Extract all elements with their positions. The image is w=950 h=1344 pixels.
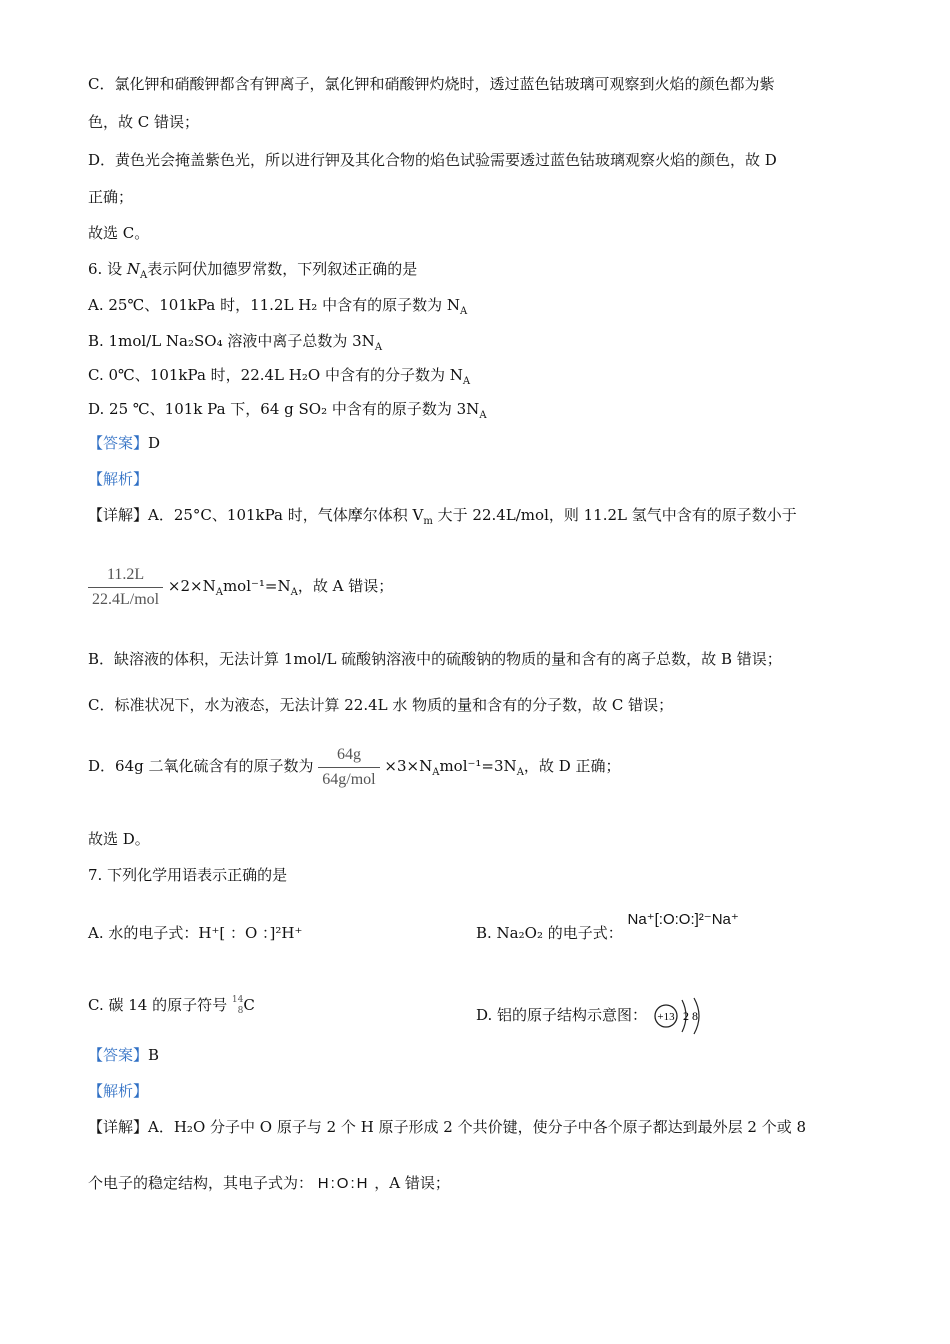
question-6-conclusion: 故选 D。 (88, 830, 150, 848)
sub-a: A (516, 767, 524, 778)
question-6-detail-d (88, 740, 621, 799)
vm-sub: m (423, 516, 433, 527)
question-7-answer (88, 1044, 159, 1066)
stem-part: 表示阿伏加德罗常数，下列叙述正确的是 (147, 260, 418, 278)
answer-value: B (148, 1046, 160, 1064)
question-6-option-a (88, 294, 467, 323)
detail-text: 大于 22.4L/mol，则 11.2L 氢气中含有的原子数小于 (432, 506, 797, 524)
fraction (88, 563, 163, 612)
question-7-option-c (88, 994, 255, 1017)
option-text: D. 铝的原子结构示意图： (476, 1006, 648, 1024)
text-line: 正确； (88, 188, 134, 206)
fraction-tail: ×2×N (167, 577, 216, 595)
text-line: 故选 C。 (88, 224, 150, 242)
aluminum-atom-diagram (652, 994, 714, 1038)
nucleus-label: +13 (657, 1011, 675, 1023)
text-line: C．氯化钾和硝酸钾都含有钾离子，氯化钾和硝酸钾灼烧时，透过蓝色钴玻璃可观察到火焰的颜色都为紫 (88, 75, 775, 93)
question-6-detail-b: B．缺溶液的体积，无法计算 1mol/L 硫酸钠溶液中的硫酸钠的物质的量和含有的离子总数，故 B 错误； (88, 650, 782, 668)
nuclide-numbers (232, 995, 243, 1017)
text-line: D．黄色光会掩盖紫色光，所以进行钾及其化合物的焰色试验需要透过蓝色钴玻璃观察火焰的颜色，故 D (88, 151, 777, 169)
sub-a: A (462, 376, 471, 387)
fraction-denominator: 64g/mol (322, 770, 376, 788)
question-7-detail-a2 (88, 1172, 450, 1195)
mass-number: 14 (231, 995, 244, 1005)
answer-label: 【答案】 (88, 1046, 149, 1064)
answer-value: D (148, 434, 161, 452)
question-7-stem: 7. 下列化学用语表示正确的是 (88, 866, 288, 884)
question-6-stem (88, 258, 417, 287)
text-line: 色，故 C 错误； (88, 113, 200, 131)
sub-a: A (459, 306, 468, 317)
detail-text: A．H₂O 分子中 O 原子与 2 个 H 原子形成 2 个共价键，使分子中各个原子都达到最外层 2 个或 8 (148, 1118, 807, 1136)
question-6-fraction-1 (88, 560, 393, 619)
detail-text: A．25°C、101kPa 时，气体摩尔体积 V (148, 506, 424, 524)
option-text: B. Na₂O₂ 的电子式： (476, 924, 623, 942)
option-text: A. 25℃、101kPa 时，11.2L H₂ 中含有的原子数为 N (88, 296, 460, 314)
sub-a: A (290, 587, 298, 598)
na-symbol: N (126, 260, 140, 278)
question-7-option-d (476, 994, 714, 1038)
shell-electrons: 2 8 (682, 1009, 698, 1023)
h2o-electron-formula: H:O:H (317, 1175, 370, 1192)
question-7-analysis-label: 【解析】 (88, 1082, 149, 1100)
fraction-denominator: 22.4L/mol (92, 590, 160, 608)
question-6-answer (88, 432, 160, 454)
sub-a: A (432, 767, 440, 778)
sub-a: A (479, 410, 487, 421)
answer-label: 【答案】 (88, 434, 149, 452)
question-6-option-c (88, 364, 470, 393)
stem-part: 6. 设 (88, 260, 127, 278)
question-6-analysis-label: 【解析】 (88, 470, 149, 488)
fraction-tail: ×3×N (384, 757, 433, 775)
detail-text: D．64g 二氧化硫含有的原子数为 (88, 757, 314, 775)
na2o2-electron-formula: Na⁺[:O:O:]²⁻Na⁺ (627, 911, 739, 928)
fraction-numerator: 11.2L (88, 563, 163, 588)
option-text: B. 1mol/L Na₂SO₄ 溶液中离子总数为 3N (88, 332, 375, 350)
element-symbol: C (243, 996, 255, 1014)
detail-label: 【详解】 (88, 1118, 149, 1136)
question-7-option-b (476, 911, 739, 945)
fraction-tail: mol⁻¹=3N (439, 757, 517, 775)
detail-text: ，A 错误； (374, 1174, 450, 1192)
fraction-tail: mol⁻¹=N (222, 577, 291, 595)
option-text: C. 0℃、101kPa 时，22.4L H₂O 中含有的分子数为 N (88, 366, 463, 384)
question-7-option-a: A. 水的电子式：H⁺[ ：O ：]²H⁺ (88, 924, 303, 942)
fraction-numerator: 64g (318, 743, 379, 768)
fraction-tail: ，故 D 正确； (523, 757, 621, 775)
option-text: C. 碳 14 的原子符号 (88, 996, 228, 1014)
question-7-detail-a (88, 1116, 806, 1138)
sub-a: A (374, 342, 383, 353)
detail-text: 个电子的稳定结构，其电子式为： (88, 1174, 314, 1192)
question-6-option-d (88, 398, 487, 427)
option-text: D. 25 ℃、101k Pa 下，64 g SO₂ 中含有的原子数为 3N (88, 400, 480, 418)
question-6-detail-a (88, 504, 797, 533)
question-6-option-b (88, 330, 382, 359)
fraction-tail: ，故 A 错误； (297, 577, 394, 595)
fraction (318, 743, 379, 792)
atomic-number: 8 (237, 1006, 244, 1016)
na-sub: A (139, 270, 148, 281)
question-6-detail-c: C．标准状况下，水为液态，无法计算 22.4L 水 物质的量和含有的分子数，故 C 错误； (88, 696, 674, 714)
sub-a: A (215, 587, 223, 598)
detail-label: 【详解】 (88, 506, 149, 524)
